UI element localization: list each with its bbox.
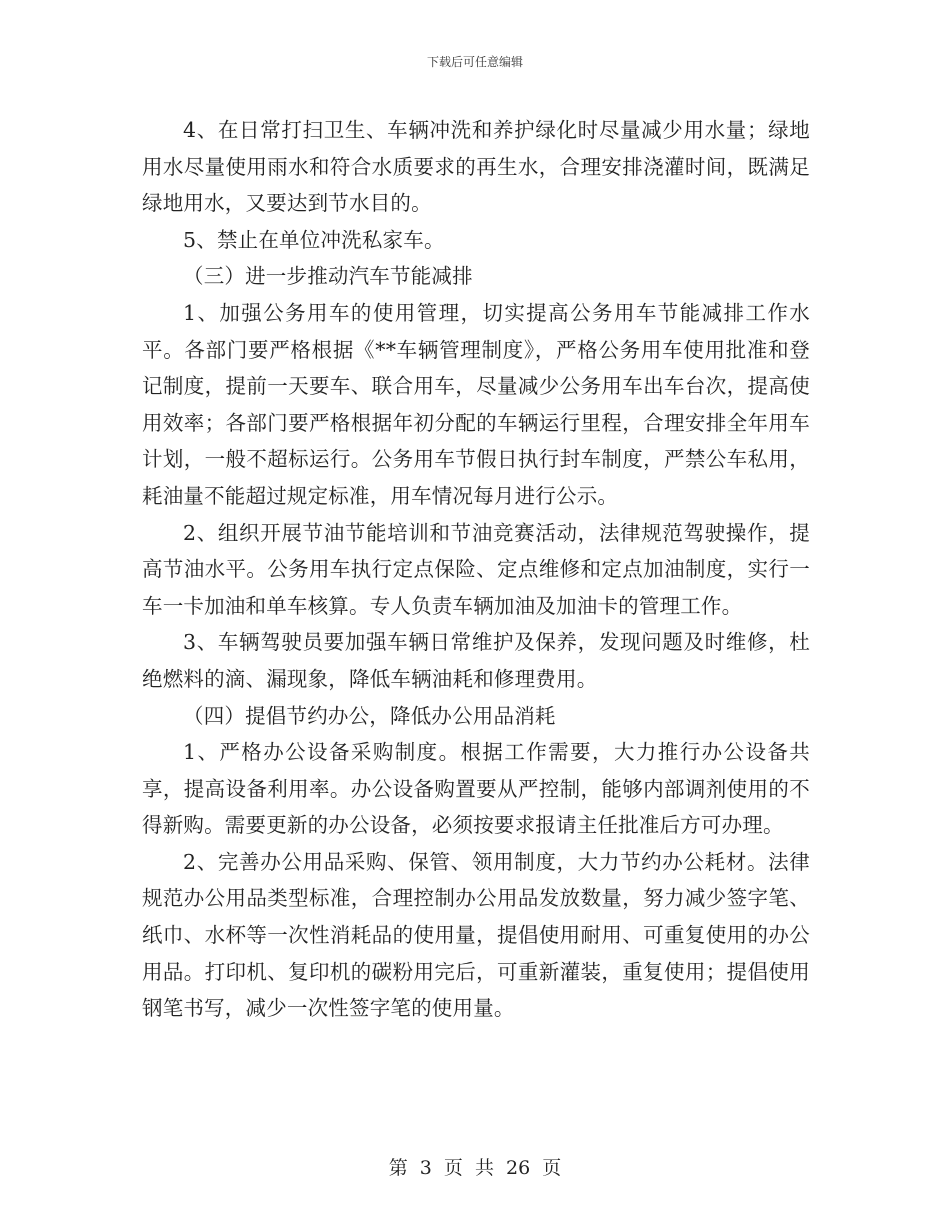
paragraph-water-saving-4: 4、在日常打扫卫生、车辆冲洗和养护绿化时尽量减少用水量；绿地用水尽量使用雨水和符合水质要求的再生水，合理安排浇灌时间，既满足绿地用水，又要达到节水目的。: [142, 118, 810, 216]
section-heading-vehicle: （三）进一步推动汽车节能减排: [183, 264, 473, 289]
document-body: [142, 112, 810, 1027]
paragraph-office-1: 1、严格办公设备采购制度。根据工作需要，大力推行办公设备共享，提高设备利用率。办公设备购置要从严控制，能够内部调剂使用的不得新购。需要更新的办公设备，必须按要求报请主任批准后方可办理。: [142, 740, 810, 838]
paragraph-vehicle-2: 2、组织开展节油节能培训和节油竞赛活动，法律规范驾驶操作，提高节油水平。公务用车执行定点保险、定点维修和定点加油制度，实行一车一卡加油和单车核算。专人负责车辆加油及加油卡的管理工作。: [142, 520, 810, 618]
page-number: 第 3 页 共 26 页: [388, 1157, 562, 1179]
paragraph-vehicle-3: 3、车辆驾驶员要加强车辆日常维护及保养，发现问题及时维修，杜绝燃料的滴、漏现象，降低车辆油耗和修理费用。: [142, 630, 810, 691]
header-note: 下载后可任意编辑: [426, 55, 523, 69]
paragraph-vehicle-1: 1、加强公务用车的使用管理，切实提高公务用车节能减排工作水平。各部门要严格根据《**车辆管理制度》，严格公务用车使用批准和登记制度，提前一天要车、联合用车，尽量减少公务用车出车台次，提高使用效率；各部门要严格根据年初分配的车辆运行里程，合理安排全年用车计划，一般不超标运行。公务用车节假日执行封车制度，严禁公车私用，耗油量不能超过规定标准，用车情况每月进行公示。: [142, 300, 810, 508]
section-heading-office: （四）提倡节约办公，降低办公用品消耗: [183, 703, 556, 728]
paragraph-office-2: 2、完善办公用品采购、保管、领用制度，大力节约办公耗材。法律规范办公用品类型标准，合理控制办公用品发放数量，努力减少签字笔、纸巾、水杯等一次性消耗品的使用量，提倡使用耐用、可重复使用的办公用品。打印机、复印机的碳粉用完后，可重新灌装，重复使用；提倡使用钢笔书写，减少一次性签字笔的使用量。: [142, 849, 810, 1021]
paragraph-water-saving-5: 5、禁止在单位冲洗私家车。: [183, 227, 445, 252]
